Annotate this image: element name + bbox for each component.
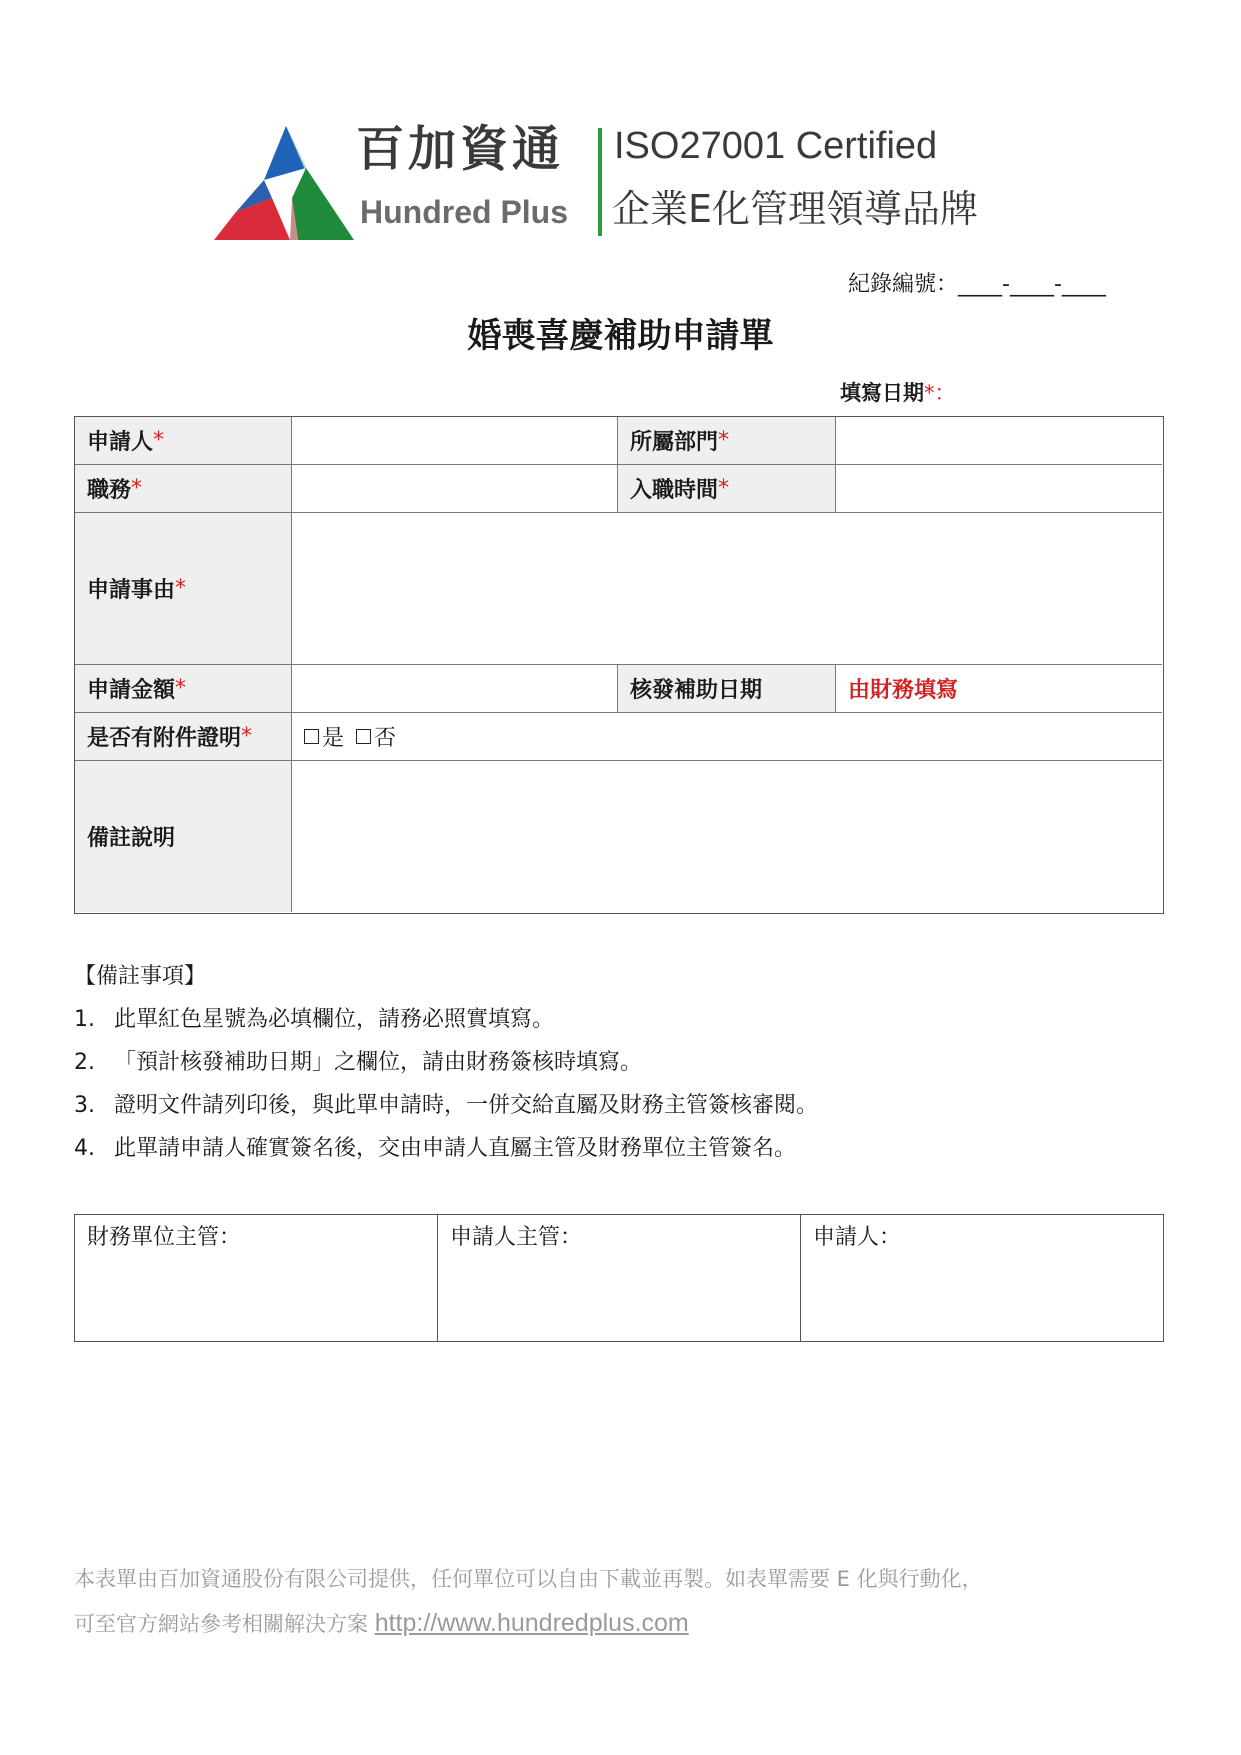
record-number-label: 紀錄編號： (848, 272, 959, 297)
fill-date-label: 填寫日期 (840, 381, 924, 405)
attachment-yes-option[interactable]: 是 (304, 721, 344, 752)
application-form-table (74, 416, 1164, 914)
reason-label: 申請事由 * (75, 513, 292, 665)
fill-date-colon: ： (934, 381, 956, 405)
note-item: 3. 證明文件請列印後，與此單申請時，一併交給直屬及財務主管簽核審閱。 (74, 1093, 819, 1118)
fill-date-field[interactable] (840, 378, 956, 408)
form-title: 婚喪喜慶補助申請單 (467, 316, 774, 356)
required-star: * (924, 381, 935, 405)
brand-name-chinese: 百加資通 (356, 121, 565, 177)
reason-input[interactable] (292, 513, 1162, 665)
grant-date-label: 核發補助日期 (618, 665, 836, 713)
brand-name-english: Hundred Plus (360, 194, 569, 230)
record-number-value[interactable]: ____-____-____ (958, 272, 1106, 297)
attachment-no-option[interactable]: 否 (356, 721, 396, 752)
attachment-label: 是否有附件證明 * (75, 713, 292, 761)
department-input[interactable] (836, 417, 1162, 465)
applicant-signature[interactable]: 申請人： (813, 1225, 902, 1250)
department-label: 所屬部門 * (618, 417, 836, 465)
position-input[interactable] (292, 465, 618, 513)
finance-supervisor-signature[interactable]: 財務單位主管： (75, 1215, 438, 1341)
hire-date-label: 入職時間 * (618, 465, 836, 513)
notes-header: 【備註事項】 (74, 964, 207, 989)
amount-label: 申請金額 * (75, 665, 292, 713)
note-item: 4. 此單請申請人確實簽名後，交由申請人直屬主管及財務單位主管簽名。 (74, 1136, 797, 1161)
applicant-supervisor-signature[interactable]: 申請人主管： (438, 1215, 801, 1341)
grant-date-finance-note: 由財務填寫 (836, 665, 1162, 713)
hire-date-input[interactable] (836, 465, 1162, 513)
website-link[interactable]: http://www.hundredplus.com (374, 1609, 689, 1637)
footer-text-line-1: 本表單由百加資通股份有限公司提供，任何單位可以自由下載並再製。如表單需要 E 化與行動化， (74, 1567, 983, 1591)
position-label: 職務 * (75, 465, 292, 513)
note-item: 2. 「預計核發補助日期」之欄位，請由財務簽核時填寫。 (74, 1050, 643, 1075)
checkbox-icon[interactable] (304, 729, 319, 744)
note-item: 1. 此單紅色星號為必填欄位，請務必照實填寫。 (74, 1007, 555, 1032)
iso-certification-text: ISO27001 Certified (614, 125, 938, 167)
checkbox-icon[interactable] (356, 729, 371, 744)
applicant-label: 申請人 * (75, 417, 292, 465)
remarks-input[interactable] (292, 761, 1162, 912)
footer-text-line-2: 可至官方網站參考相關解決方案 http://www.hundredplus.com (74, 1609, 689, 1637)
brand-slogan: 企業E化管理領導品牌 (612, 187, 979, 231)
amount-input[interactable] (292, 665, 618, 713)
hundred-plus-logo-icon (214, 124, 354, 242)
attachment-options (292, 713, 1162, 761)
applicant-input[interactable] (292, 417, 618, 465)
record-number (848, 270, 1106, 300)
brand-divider (598, 128, 602, 236)
remarks-label: 備註說明 (75, 761, 292, 912)
signature-table (74, 1214, 1164, 1342)
